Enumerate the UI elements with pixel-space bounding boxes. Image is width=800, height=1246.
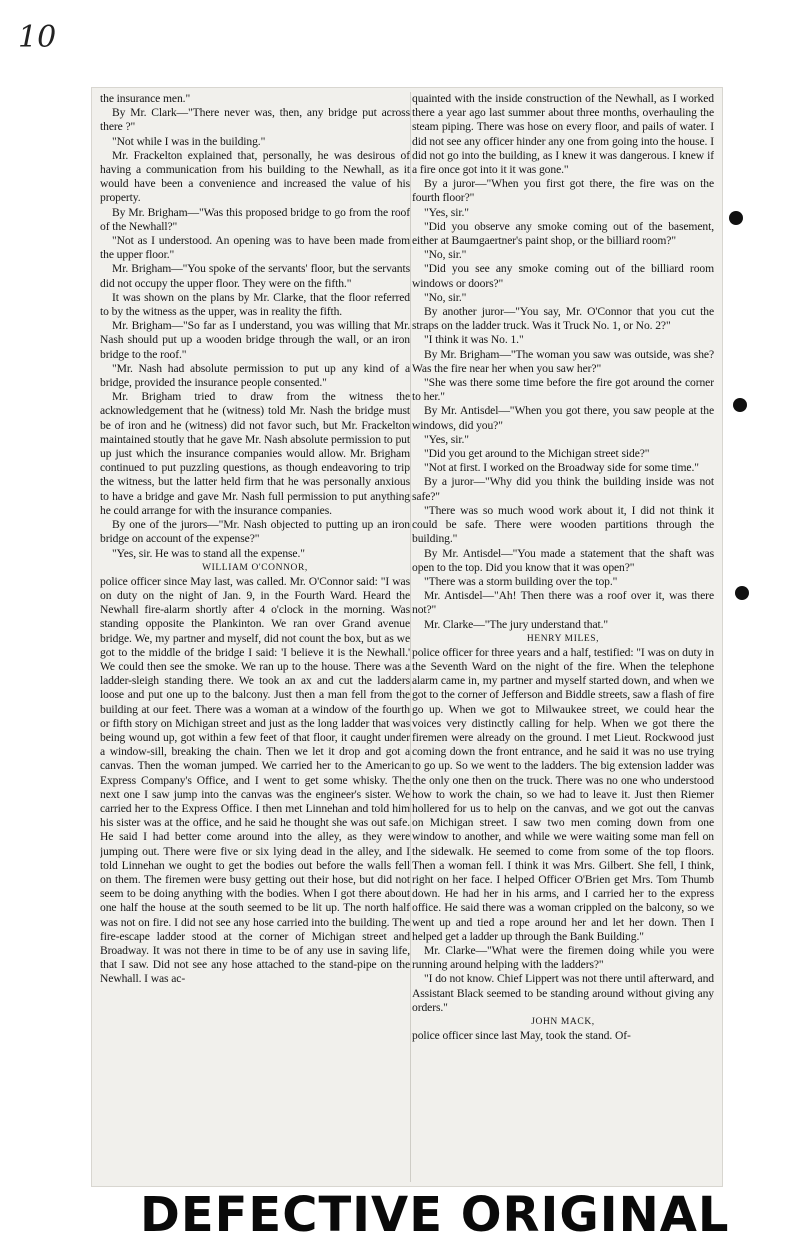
punch-hole-top — [729, 211, 743, 225]
article-paragraph: "Did you observe any smoke coming out of the basement, either at Baumgaertner's paint shop, or the billiard room?" — [412, 219, 714, 248]
article-paragraph: Mr. Antisdel—"Ah! Then there was a roof over it, was there not?" — [412, 589, 714, 617]
article-paragraph: Mr. Clarke—"The jury understand that." — [424, 617, 609, 631]
article-paragraph: "Mr. Nash had absolute permission to put up any kind of a bridge, provided the insurance people consented." — [100, 361, 410, 390]
witness-heading: WILLIAM O'CONNOR, — [202, 562, 308, 573]
article-paragraph: Mr. Brigham—"You spoke of the servants' floor, but the servants did not occupy the upper floor. They were on the fifth." — [100, 262, 410, 290]
article-paragraph: It was shown on the plans by Mr. Clarke, that the floor referred to by the witness as the upper, was in reality the fifth. — [100, 290, 410, 319]
article-paragraph: "Did you get around to the Michigan street side?" — [424, 447, 650, 461]
article-paragraph: police officer for three years and a half, testified: "I was on duty in the Seventh Ward on the night of the fire. When the telephone alarm came in, my partner and myself started down, and when we got to the corner of Jefferson and Biddle streets, saw a flash of fire go up. When we got to Milwaukee street, we could hear the voices very distinctly calling for help. When we got there the firemen were already on the ground. I met Lieut. Rockwood just coming down the front entrance, and he said it was no use trying to go up. So we went to the ladders. The big extension ladder was the only one then on the truck. There was no one who understood how to work the chain, so we had to leave it. Just then Riemer hollered for us to help on the canvas, and we got out the canvas on Michigan street. I saw two men coming down from one window to another, and while we were waiting some man fell on the sidewalk. He seemed to come from some of the top floors. Then a woman fell. I think it was Mrs. Gilbert. She fell, I think, right on her face. I helped Officer O'Brien get Mrs. Tom Thumb down. He had her in his arms, and I carried her to the express office. He said there was a woman crippled on the balcony, so we went up and tied a rope around her and let her down. Then I helped get a ladder up through the Bank Building." — [412, 645, 714, 943]
article-paragraph: By a juror—"When you first got there, the fire was on the fourth floor?" — [412, 177, 714, 205]
article-paragraph: "Not while I was in the building." — [112, 134, 266, 148]
article-paragraph: "Not at first. I worked on the Broadway side for some time." — [424, 461, 699, 475]
article-paragraph: By Mr. Antisdel—"You made a statement that the shaft was open to the top. Did you know that it was open?" — [412, 546, 714, 574]
article-paragraph: quainted with the inside construction of the Newhall, as I worked there a year ago last summer about three months, overhauling the steam piping. There was hose on every floor, and pails of water. I did not see any officer hinder any one from going into the house. I did not go into the building, as I knew it was dangerous. I knew if a fire once got into it it was gone." — [412, 92, 714, 177]
article-paragraph: Mr. Clarke—"What were the firemen doing while you were running around helping with the ladders?" — [412, 943, 714, 972]
punch-hole-middle — [733, 398, 747, 412]
article-paragraph: "No, sir." — [424, 248, 467, 262]
article-paragraph: By a juror—"Why did you think the building inside was not safe?" — [412, 475, 714, 503]
article-paragraph: Mr. Frackelton explained that, personally, he was desirous of having a communication from his building to the Newhall, as it would have been a convenience and increased the value of his property. — [100, 148, 410, 205]
article-paragraph: Mr. Brigham—"So far as I understand, you was willing that Mr. Nash should put up a wooden bridge through the wall, or an iron bridge to the roof." — [100, 319, 410, 361]
column-divider — [410, 92, 411, 1182]
article-paragraph: "Yes, sir. He was to stand all the expense." — [112, 546, 305, 560]
article-paragraph: Mr. Brigham tried to draw from the witness the acknowledgement that he (witness) told Mr. Nash the bridge must be of iron and he (witness) did not favor such, but Mr. Frackelton maintained stoutly that he gave Mr. Nash absolute permission to put up just which the insurance companies would allow. Mr. Brigham continued to put puzzling questions, as though endeavoring to trip the witness, but the latter held firm that he was personally anxious to have a bridge and gave Mr. Nash full permission to put anything he could arrange for with the insurance companies. — [100, 390, 410, 517]
witness-heading: JOHN MACK, — [531, 1017, 595, 1027]
right-column — [412, 92, 714, 1184]
witness-heading: HENRY MILES, — [526, 633, 600, 644]
article-paragraph: the insurance men." — [100, 92, 191, 105]
article-paragraph: "I do not know. Chief Lippert was not there until afterward, and Assistant Black seemed to be standing around without giving any orders." — [412, 972, 714, 1014]
article-paragraph: "There was a storm building over the top." — [424, 574, 618, 588]
article-paragraph: "Did you see any smoke coming out of the billiard room windows or doors?" — [412, 262, 714, 290]
defective-original-stamp: DEFECTIVE ORIGINAL — [140, 1187, 730, 1243]
punch-hole-bottom — [735, 586, 749, 600]
article-paragraph: "Not as I understood. An opening was to have been made from the upper floor." — [100, 234, 410, 262]
article-paragraph: By Mr. Brigham—"The woman you saw was outside, was she? Was the fire near her when you saw her?" — [412, 347, 714, 375]
article-paragraph: By Mr. Clark—"There never was, then, any bridge put across there ?" — [100, 106, 410, 134]
article-paragraph: By Mr. Antisdel—"When you got there, you saw people at the windows, did you?" — [412, 404, 714, 432]
article-paragraph: "I think it was No. 1." — [424, 333, 524, 347]
article-paragraph: By one of the jurors—"Mr. Nash objected to putting up an iron bridge on account of the expense?" — [100, 518, 410, 546]
article-paragraph: "Yes, sir." — [424, 205, 469, 219]
left-column — [100, 92, 410, 1184]
article-paragraph: "There was so much wood work about it, I did not think it could be safe. There were wooden partitions through the building." — [412, 503, 714, 546]
article-paragraph: "She was there some time before the fire got around the corner to her." — [412, 376, 714, 404]
handwritten-page-number: 10 — [18, 20, 57, 55]
article-paragraph: "Yes, sir." — [424, 432, 469, 446]
article-paragraph: By another juror—"You say, Mr. O'Connor that you cut the straps on the ladder truck. Was it Truck No. 1, or No. 2?" — [412, 305, 714, 333]
article-paragraph: By Mr. Brigham—"Was this proposed bridge to go from the roof of the Newhall?" — [100, 205, 410, 233]
article-paragraph: "No, sir." — [424, 290, 467, 304]
article-paragraph: police officer since last May, took the stand. Of- — [412, 1029, 631, 1042]
article-paragraph: police officer since May last, was called. Mr. O'Connor said: "I was on duty on the night of Jan. 9, in the Fourth Ward. Heard the Newhall fire-alarm shortly after 4 o'clock in the morning. Was standing opposite the Plankinton. We ran over Grand avenue bridge. We, my partner and myself, did not count the box, but as we got to the middle of the bridge I said: 'I believe it is the Newhall.' We could then see the smoke. We ran up to the house. There was a ladder-sleigh standing there. We took an ax and cut the ladders loose and put one up to the balcony. Just then a man fell from the building at our feet. There was a woman at a window of the fourth or fifth story on Michigan street and just as the long ladder that was being wound up, got within a few feet of that floor, it caught under a window-sill, breaking the chain. Then we let it drop and got a canvas. Then the woman jumped. We carried her to the American Express Company's Office, and I went to get some whisky. The next one I saw jump into the canvas was the engineer's sister. We carried her to the Express Office. I then met Linnehan and told him his sister was at the office, and he said he thought she was out safe. He said I had better come around into the alley, as they were jumping out. There were five or six lying dead in the alley, and I told Linnehan we ought to get the bodies out before the walls fell on them. The firemen were busy getting out their hose, but did not seem to be doing anything with the bodies. When I got there about one half the house at the south seemed to be lit up. The north half was not on fire. I did not see any hose carried into the building. The fire-escape ladder stood at the corner of Michigan street and Broadway. It was not there in time to be of any use in saving life, that I saw. Did not see any hose attached to the stand-pipe on the Newhall. I was ac- — [100, 574, 410, 986]
